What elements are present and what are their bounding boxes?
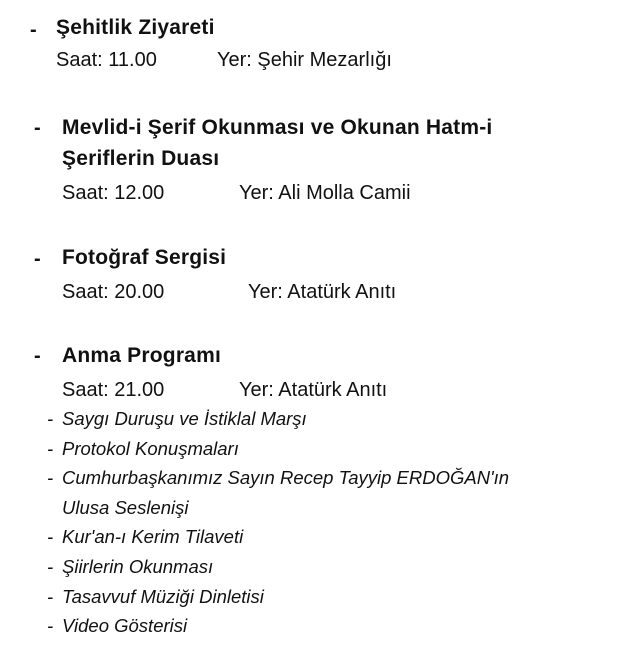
event-title-mevlid (62, 112, 492, 174)
list-item (47, 434, 509, 464)
list-item-text: Kur'an-ı Kerim Tilaveti (62, 526, 244, 548)
event-meta (62, 181, 411, 205)
event-meta (62, 378, 388, 402)
event-time: Saat: 12.00 (62, 182, 165, 204)
event-bullet: - (34, 345, 41, 367)
dash: - (47, 526, 54, 548)
event-title-line: Mevlid-i Şerif Okunması ve Okunan Hatm-i (62, 116, 493, 139)
event-time: Saat: 20.00 (62, 281, 165, 303)
event-time: Saat: 21.00 (62, 379, 165, 401)
list-item-text: Protokol Konuşmaları (62, 437, 239, 459)
event-meta (62, 280, 397, 304)
dash: - (47, 437, 54, 459)
dash: - (47, 615, 54, 637)
list-item-text: Cumhurbaşkanımız Sayın Recep Tayyip ERDOĞAN'ın (62, 467, 510, 489)
list-item-text-continued: Ulusa Seslenişi (62, 496, 189, 518)
list-item (47, 582, 509, 612)
list-item (47, 611, 509, 641)
list-item (47, 552, 509, 582)
event-place: Yer: Ali Molla Camii (239, 182, 411, 204)
event-bullet: - (34, 117, 41, 139)
event-place: Yer: Atatürk Anıtı (248, 281, 397, 303)
list-item (47, 522, 509, 552)
event-title-line: Şeriflerin Duası (62, 147, 220, 170)
dash: - (47, 585, 54, 607)
event-place: Yer: Atatürk Anıtı (239, 379, 388, 401)
dash: - (47, 555, 54, 577)
list-item-text: Saygı Duruşu ve İstiklal Marşı (62, 408, 307, 429)
event-bullet: - (34, 248, 41, 270)
program-list (47, 404, 509, 641)
event-title-anma: Anma Programı (62, 344, 221, 367)
list-item (47, 404, 509, 434)
event-title-fotograf: Fotoğraf Sergisi (62, 246, 227, 269)
event-place: Yer: Şehir Mezarlığı (217, 49, 392, 71)
dash: - (47, 408, 54, 429)
list-item-text: Video Gösterisi (62, 615, 188, 637)
event-time: Saat: 11.00 (56, 49, 157, 71)
list-item (47, 463, 509, 522)
event-bullet: - (30, 19, 37, 41)
event-title-sehitlik: Şehitlik Ziyareti (56, 16, 215, 39)
list-item-text: Şiirlerin Okunması (62, 555, 214, 577)
event-meta (56, 48, 392, 72)
dash: - (47, 467, 54, 489)
list-item-text: Tasavvuf Müziği Dinletisi (62, 585, 264, 607)
